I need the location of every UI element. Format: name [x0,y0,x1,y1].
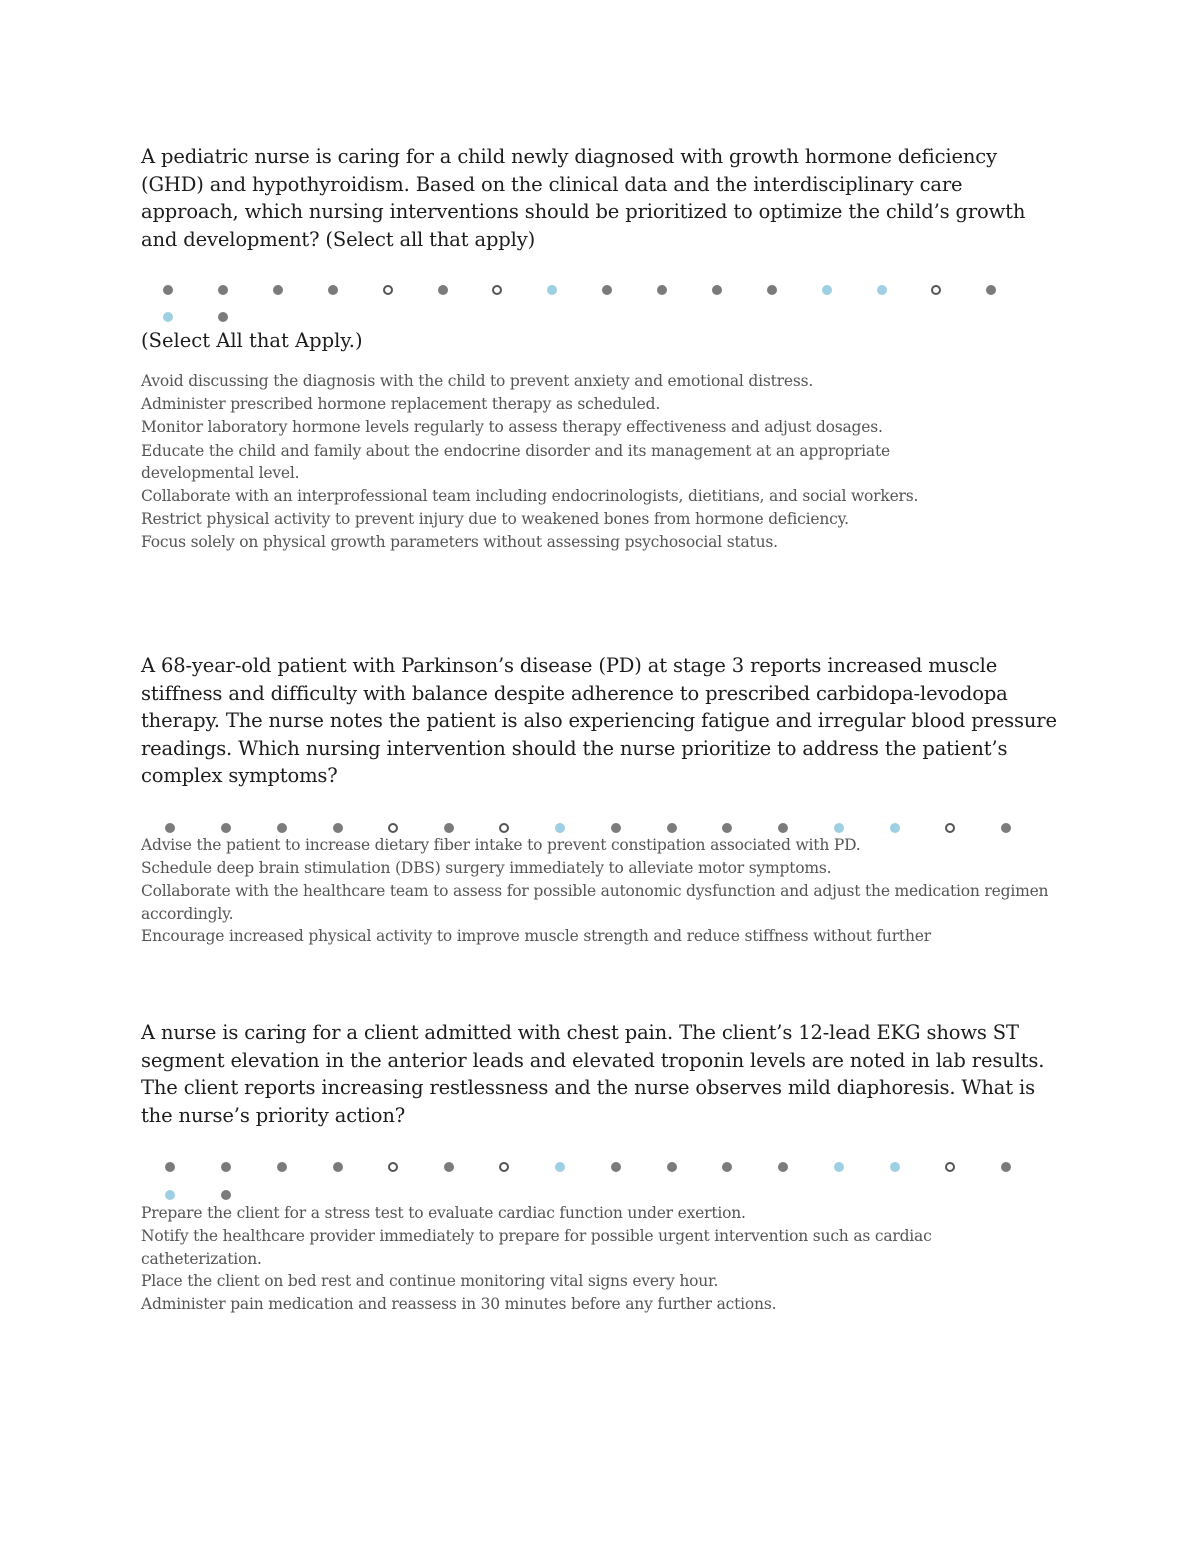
dot-icon [767,285,777,295]
dot-icon [667,1162,677,1172]
dot-icon [221,1162,231,1172]
question-block-2 [141,652,1061,790]
option-item: Place the client on bed rest and continue monitoring vital signs every hour. [141,1272,719,1291]
dot-icon [602,285,612,295]
dot-icon [834,1162,844,1172]
dot-icon [163,285,173,295]
dot-icon [383,285,393,295]
dot-icon [492,285,502,295]
dot-icon [218,285,228,295]
dot-icon [163,312,173,322]
dot-icon [931,285,941,295]
option-item: Restrict physical activity to prevent injury due to weakened bones from hormone deficiency. [141,509,849,528]
option-item: Advise the patient to increase dietary fiber intake to prevent constipation associated with PD. [141,836,861,854]
subheading: (Select All that Apply.) [141,329,363,352]
option-item: Administer prescribed hormone replacement therapy as scheduled. [141,395,661,414]
dot-icon [218,312,228,322]
dot-icon [611,823,621,833]
dot-icon [444,823,454,833]
option-item: Schedule deep brain stimulation (DBS) surgery immediately to alleviate motor symptoms. [141,859,832,878]
dot-icon [778,1162,788,1172]
dot-icon [667,823,677,833]
option-item: Encourage increased physical activity to improve muscle strength and reduce stiffness without further [141,927,931,946]
option-item: Educate the child and family about the endocrine disorder and its management at an appropriate developmental level. [141,441,890,483]
option-item: Monitor laboratory hormone levels regularly to assess therapy effectiveness and adjust dosages. [141,418,883,437]
dot-icon [499,823,509,833]
options-list-3 [141,1202,1021,1317]
dot-icon [388,1162,398,1172]
dot-icon [328,285,338,295]
dot-icon [333,1162,343,1172]
option-item: Collaborate with the healthcare team to assess for possible autonomic dysfunction and adjust the medication regimen accordingly. [141,882,1049,923]
option-item: Avoid discussing the diagnosis with the child to prevent anxiety and emotional distress. [141,372,814,390]
dot-icon [277,823,287,833]
dot-icon [221,1190,231,1200]
dot-icon [444,1162,454,1172]
dot-icon [273,285,283,295]
question-text: A pediatric nurse is caring for a child newly diagnosed with growth hormone deficiency (GHD) and hypothyroidism. Based on the clinical data and the interdisciplinary care approach, which nursing interventions should be prioritized to optimize the child’s growth and development? (Select all that apply) [141,145,1026,251]
dot-icon [165,823,175,833]
dot-icon [547,285,557,295]
question-text: A 68-year-old patient with Parkinson’s disease (PD) at stage 3 reports increased muscle stiffness and difficulty with balance despite adherence to prescribed carbidopa-levodopa therapy. The nurse notes the patient is also experiencing fatigue and irregular blood pressure readings. Which nursing intervention should the nurse prioritize to address the patient’s complex symptoms? [141,654,1057,787]
dot-icon [822,285,832,295]
dot-icon [945,1162,955,1172]
question-block-1 [141,143,1061,253]
dot-icon [890,1162,900,1172]
dot-icon [712,285,722,295]
option-item: Notify the healthcare provider immediately to prepare for possible urgent intervention such as cardiac catheterization. [141,1227,932,1268]
question-text: A nurse is caring for a client admitted with chest pain. The client’s 12-lead EKG shows ST segment elevation in the anterior leads and elevated troponin levels are noted in lab results. The client reports increasing restlessness and the nurse observes mild diaphoresis. What is the nurse’s priority action? [141,1021,1045,1127]
dot-icon [778,823,788,833]
dot-icon [555,1162,565,1172]
dot-icon [611,1162,621,1172]
dot-icon [1001,1162,1011,1172]
dot-icon [277,1162,287,1172]
dot-icon [877,285,887,295]
dot-icon [555,823,565,833]
dot-icon [722,823,732,833]
dot-icon [165,1162,175,1172]
dot-icon [388,823,398,833]
option-item: Prepare the client for a stress test to evaluate cardiac function under exertion. [141,1204,746,1222]
dot-icon [834,823,844,833]
dot-icon [438,285,448,295]
option-item: Administer pain medication and reassess in 30 minutes before any further actions. [141,1295,777,1314]
dot-icon [986,285,996,295]
dot-icon [722,1162,732,1172]
dot-icon [165,1190,175,1200]
dot-icon [1001,823,1011,833]
options-list-2 [141,834,1061,949]
dot-icon [221,823,231,833]
option-item: Focus solely on physical growth parameters without assessing psychosocial status. [141,533,778,552]
dot-icon [890,823,900,833]
question-block-3 [141,1019,1061,1129]
options-list-1 [141,370,1001,554]
dot-icon [333,823,343,833]
dot-icon [499,1162,509,1172]
select-all-heading [141,327,1061,354]
dot-icon [945,823,955,833]
option-item: Collaborate with an interprofessional team including endocrinologists, dietitians, and social workers. [141,486,919,505]
dot-icon [657,285,667,295]
